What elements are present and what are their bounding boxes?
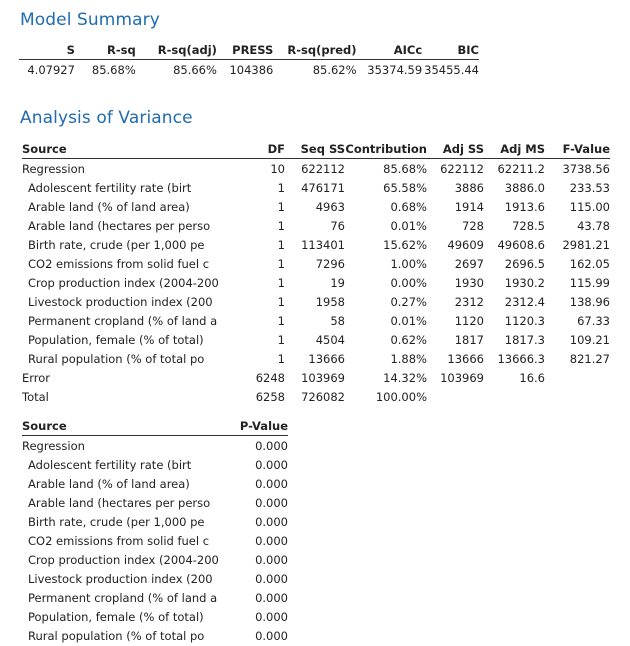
pvalue-cell-p: 0.000 [255,476,288,491]
table-row [22,588,288,607]
ms-value-press: 104386 [229,63,274,77]
anova-cell-adj-ss: 3886 [454,180,484,195]
ms-header-rsq: R-sq [75,41,136,60]
anova-cell-df: 6248 [255,371,285,386]
table-row [22,197,610,216]
anova-cell-source: CO2 emissions from solid fuel c [28,256,210,271]
anova-cell-df: 10 [270,161,285,176]
ms-header-press: PRESS [217,41,273,60]
anova-cell-adj-ms: 1930.2 [504,275,545,290]
anova-cell-adj-ms: 62211.2 [497,161,545,176]
anova-cell-df: 6258 [255,390,285,405]
anova-cell-f-value: 138.96 [569,294,610,309]
table-row [22,474,288,493]
table-row [22,216,610,235]
table-row [22,607,288,626]
anova-cell-contribution: 100.00% [375,390,427,405]
anova-cell-seq-ss: 103969 [301,371,345,386]
pvalue-header-row [22,416,288,436]
table-row [22,349,610,368]
anova-cell-seq-ss: 4963 [315,199,345,214]
anova-cell-adj-ss: 1930 [454,275,484,290]
anova-cell-seq-ss: 4504 [315,332,345,347]
anova-cell-adj-ss: 13666 [447,351,484,366]
anova-cell-adj-ss: 1914 [454,199,484,214]
anova-header-source: Source [22,139,227,159]
anova-cell-contribution: 0.01% [390,218,427,233]
ms-header-bic: BIC [422,41,479,60]
anova-header-f-value: F-Value [545,139,610,159]
anova-cell-seq-ss: 726082 [301,390,345,405]
anova-cell-adj-ss [427,388,484,407]
anova-cell-contribution: 0.01% [390,313,427,328]
anova-cell-df: 1 [277,256,285,271]
pvalue-cell-source: Permanent cropland (% of land a [28,590,218,605]
anova-cell-source: Population, female (% of total) [28,332,204,347]
anova-cell-adj-ss: 2697 [454,256,484,271]
anova-cell-df: 1 [277,332,285,347]
anova-cell-source: Arable land (hectares per perso [28,218,211,233]
pvalue-cell-source: Population, female (% of total) [28,609,204,624]
table-row [22,159,610,179]
anova-header-adj-ss: Adj SS [427,139,484,159]
pvalue-cell-p: 0.000 [255,552,288,567]
anova-cell-adj-ms: 13666.3 [497,351,545,366]
model-summary-row [19,60,479,81]
pvalue-cell-source: Livestock production index (200 [28,571,213,586]
ms-header-rsq-pred: R-sq(pred) [273,41,356,60]
anova-header-seq-ss: Seq SS [285,139,345,159]
anova-cell-df: 1 [277,313,285,328]
anova-cell-adj-ss: 2312 [454,294,484,309]
pvalue-cell-p: 0.000 [255,590,288,605]
table-row [22,178,610,197]
anova-cell-adj-ms: 2696.5 [504,256,545,271]
anova-cell-seq-ss: 622112 [301,161,345,176]
pvalue-cell-p: 0.000 [255,457,288,472]
anova-cell-adj-ss: 1120 [454,313,484,328]
table-row [22,512,288,531]
anova-cell-f-value: 3738.56 [562,161,610,176]
table-row [22,311,610,330]
anova-cell-contribution: 1.00% [390,256,427,271]
anova-cell-adj-ms [484,388,545,407]
anova-cell-adj-ms: 16.6 [519,371,545,386]
anova-cell-f-value [545,369,610,388]
anova-cell-contribution: 0.27% [390,294,427,309]
anova-cell-f-value [545,388,610,407]
anova-cell-f-value: 43.78 [577,218,610,233]
anova-cell-f-value: 109.21 [569,332,610,347]
anova-cell-seq-ss: 113401 [301,237,345,252]
model-summary-table [19,41,479,80]
table-row [22,455,288,474]
pvalue-cell-p: 0.000 [255,514,288,529]
table-row [22,235,610,254]
anova-cell-contribution: 15.62% [383,237,427,252]
table-row [22,626,288,645]
table-row [22,273,610,292]
anova-header-contribution: Contribution [345,139,427,159]
ms-header-s: S [19,41,75,60]
anova-cell-seq-ss: 13666 [308,351,345,366]
pvalue-cell-source: Crop production index (2004-200 [28,552,219,567]
anova-cell-df: 1 [277,237,285,252]
anova-cell-adj-ms: 1913.6 [504,199,545,214]
pvalue-cell-p: 0.000 [255,609,288,624]
anova-cell-adj-ms: 728.5 [512,218,545,233]
anova-cell-source: Regression [22,161,85,176]
pvalue-header-source: Source [22,416,227,436]
anova-cell-adj-ms: 3886.0 [504,180,545,195]
ms-value-aicc: 35374.59 [367,63,423,77]
anova-cell-adj-ss: 103969 [440,371,484,386]
anova-cell-df: 1 [277,180,285,195]
anova-title: Analysis of Variance [20,108,193,128]
ms-value-rsq: 85.68% [91,63,136,77]
anova-cell-df: 1 [277,218,285,233]
table-row [22,292,610,311]
anova-cell-source: Rural population (% of total po [28,351,205,366]
anova-cell-adj-ms: 2312.4 [504,294,545,309]
anova-cell-contribution: 65.58% [383,180,427,195]
ms-value-rsq-pred: 85.62% [312,63,357,77]
anova-cell-df: 1 [277,351,285,366]
table-row [22,569,288,588]
pvalue-cell-source: Rural population (% of total po [28,628,205,643]
anova-cell-source: Arable land (% of land area) [28,199,190,214]
anova-cell-adj-ms: 49608.6 [497,237,545,252]
table-row [22,493,288,512]
anova-cell-adj-ms: 1120.3 [504,313,545,328]
ms-value-s: 4.07927 [27,63,75,77]
model-summary-header-row [19,41,479,60]
table-row [22,531,288,550]
anova-cell-f-value: 233.53 [569,180,610,195]
anova-cell-contribution: 0.62% [390,332,427,347]
anova-cell-seq-ss: 76 [330,218,345,233]
ms-value-bic: 35455.44 [424,63,479,77]
pvalue-cell-source: CO2 emissions from solid fuel c [28,533,210,548]
anova-cell-source: Total [22,390,49,405]
anova-cell-contribution: 0.00% [390,275,427,290]
table-row [22,254,610,273]
anova-cell-source: Birth rate, crude (per 1,000 pe [28,237,205,252]
anova-table [22,139,610,407]
anova-cell-adj-ss: 622112 [440,161,484,176]
anova-cell-seq-ss: 58 [330,313,345,328]
pvalue-cell-source: Arable land (% of land area) [28,476,190,491]
anova-cell-f-value: 67.33 [577,313,610,328]
pvalue-cell-source: Birth rate, crude (per 1,000 pe [28,514,205,529]
table-row [22,330,610,349]
anova-cell-contribution: 85.68% [383,161,427,176]
ms-value-rsq-adj: 85.66% [173,63,217,77]
table-row [22,436,288,456]
anova-cell-adj-ss: 1817 [454,332,484,347]
anova-cell-contribution: 0.68% [390,199,427,214]
anova-cell-seq-ss: 7296 [315,256,345,271]
pvalue-cell-source: Regression [22,438,85,453]
anova-header-df: DF [227,139,285,159]
anova-cell-f-value: 821.27 [569,351,610,366]
anova-cell-source: Livestock production index (200 [28,294,213,309]
ms-header-aicc: AICc [357,41,423,60]
anova-cell-f-value: 115.99 [569,275,610,290]
anova-header-row [22,139,610,159]
anova-cell-df: 1 [277,294,285,309]
pvalue-cell-p: 0.000 [255,495,288,510]
anova-cell-source: Crop production index (2004-200 [28,275,219,290]
anova-cell-adj-ss: 728 [462,218,484,233]
anova-cell-f-value: 115.00 [569,199,610,214]
anova-cell-f-value: 2981.21 [562,237,610,252]
pvalue-header-p: P-Value [227,416,288,436]
model-summary-title: Model Summary [20,10,160,30]
anova-cell-df: 1 [277,275,285,290]
table-row [22,550,288,569]
ms-header-rsq-adj: R-sq(adj) [136,41,217,60]
anova-cell-source: Error [22,371,51,386]
table-row [22,388,610,407]
pvalue-cell-p: 0.000 [255,438,288,453]
pvalue-cell-p: 0.000 [255,533,288,548]
pvalue-cell-p: 0.000 [255,628,288,643]
pvalue-cell-source: Arable land (hectares per perso [28,495,211,510]
pvalue-table [22,416,288,646]
anova-cell-seq-ss: 19 [330,275,345,290]
anova-cell-source: Adolescent fertility rate (birt [28,180,192,195]
pvalue-cell-p: 0.000 [255,571,288,586]
anova-cell-seq-ss: 1958 [315,294,345,309]
pvalue-cell-source: Adolescent fertility rate (birt [28,457,192,472]
anova-header-adj-ms: Adj MS [484,139,545,159]
anova-cell-contribution: 1.88% [390,351,427,366]
table-row [22,369,610,388]
anova-cell-adj-ms: 1817.3 [504,332,545,347]
anova-cell-df: 1 [277,199,285,214]
anova-cell-f-value: 162.05 [569,256,610,271]
anova-cell-contribution: 14.32% [383,371,427,386]
anova-cell-seq-ss: 476171 [301,180,345,195]
anova-cell-adj-ss: 49609 [447,237,484,252]
anova-cell-source: Permanent cropland (% of land a [28,313,218,328]
